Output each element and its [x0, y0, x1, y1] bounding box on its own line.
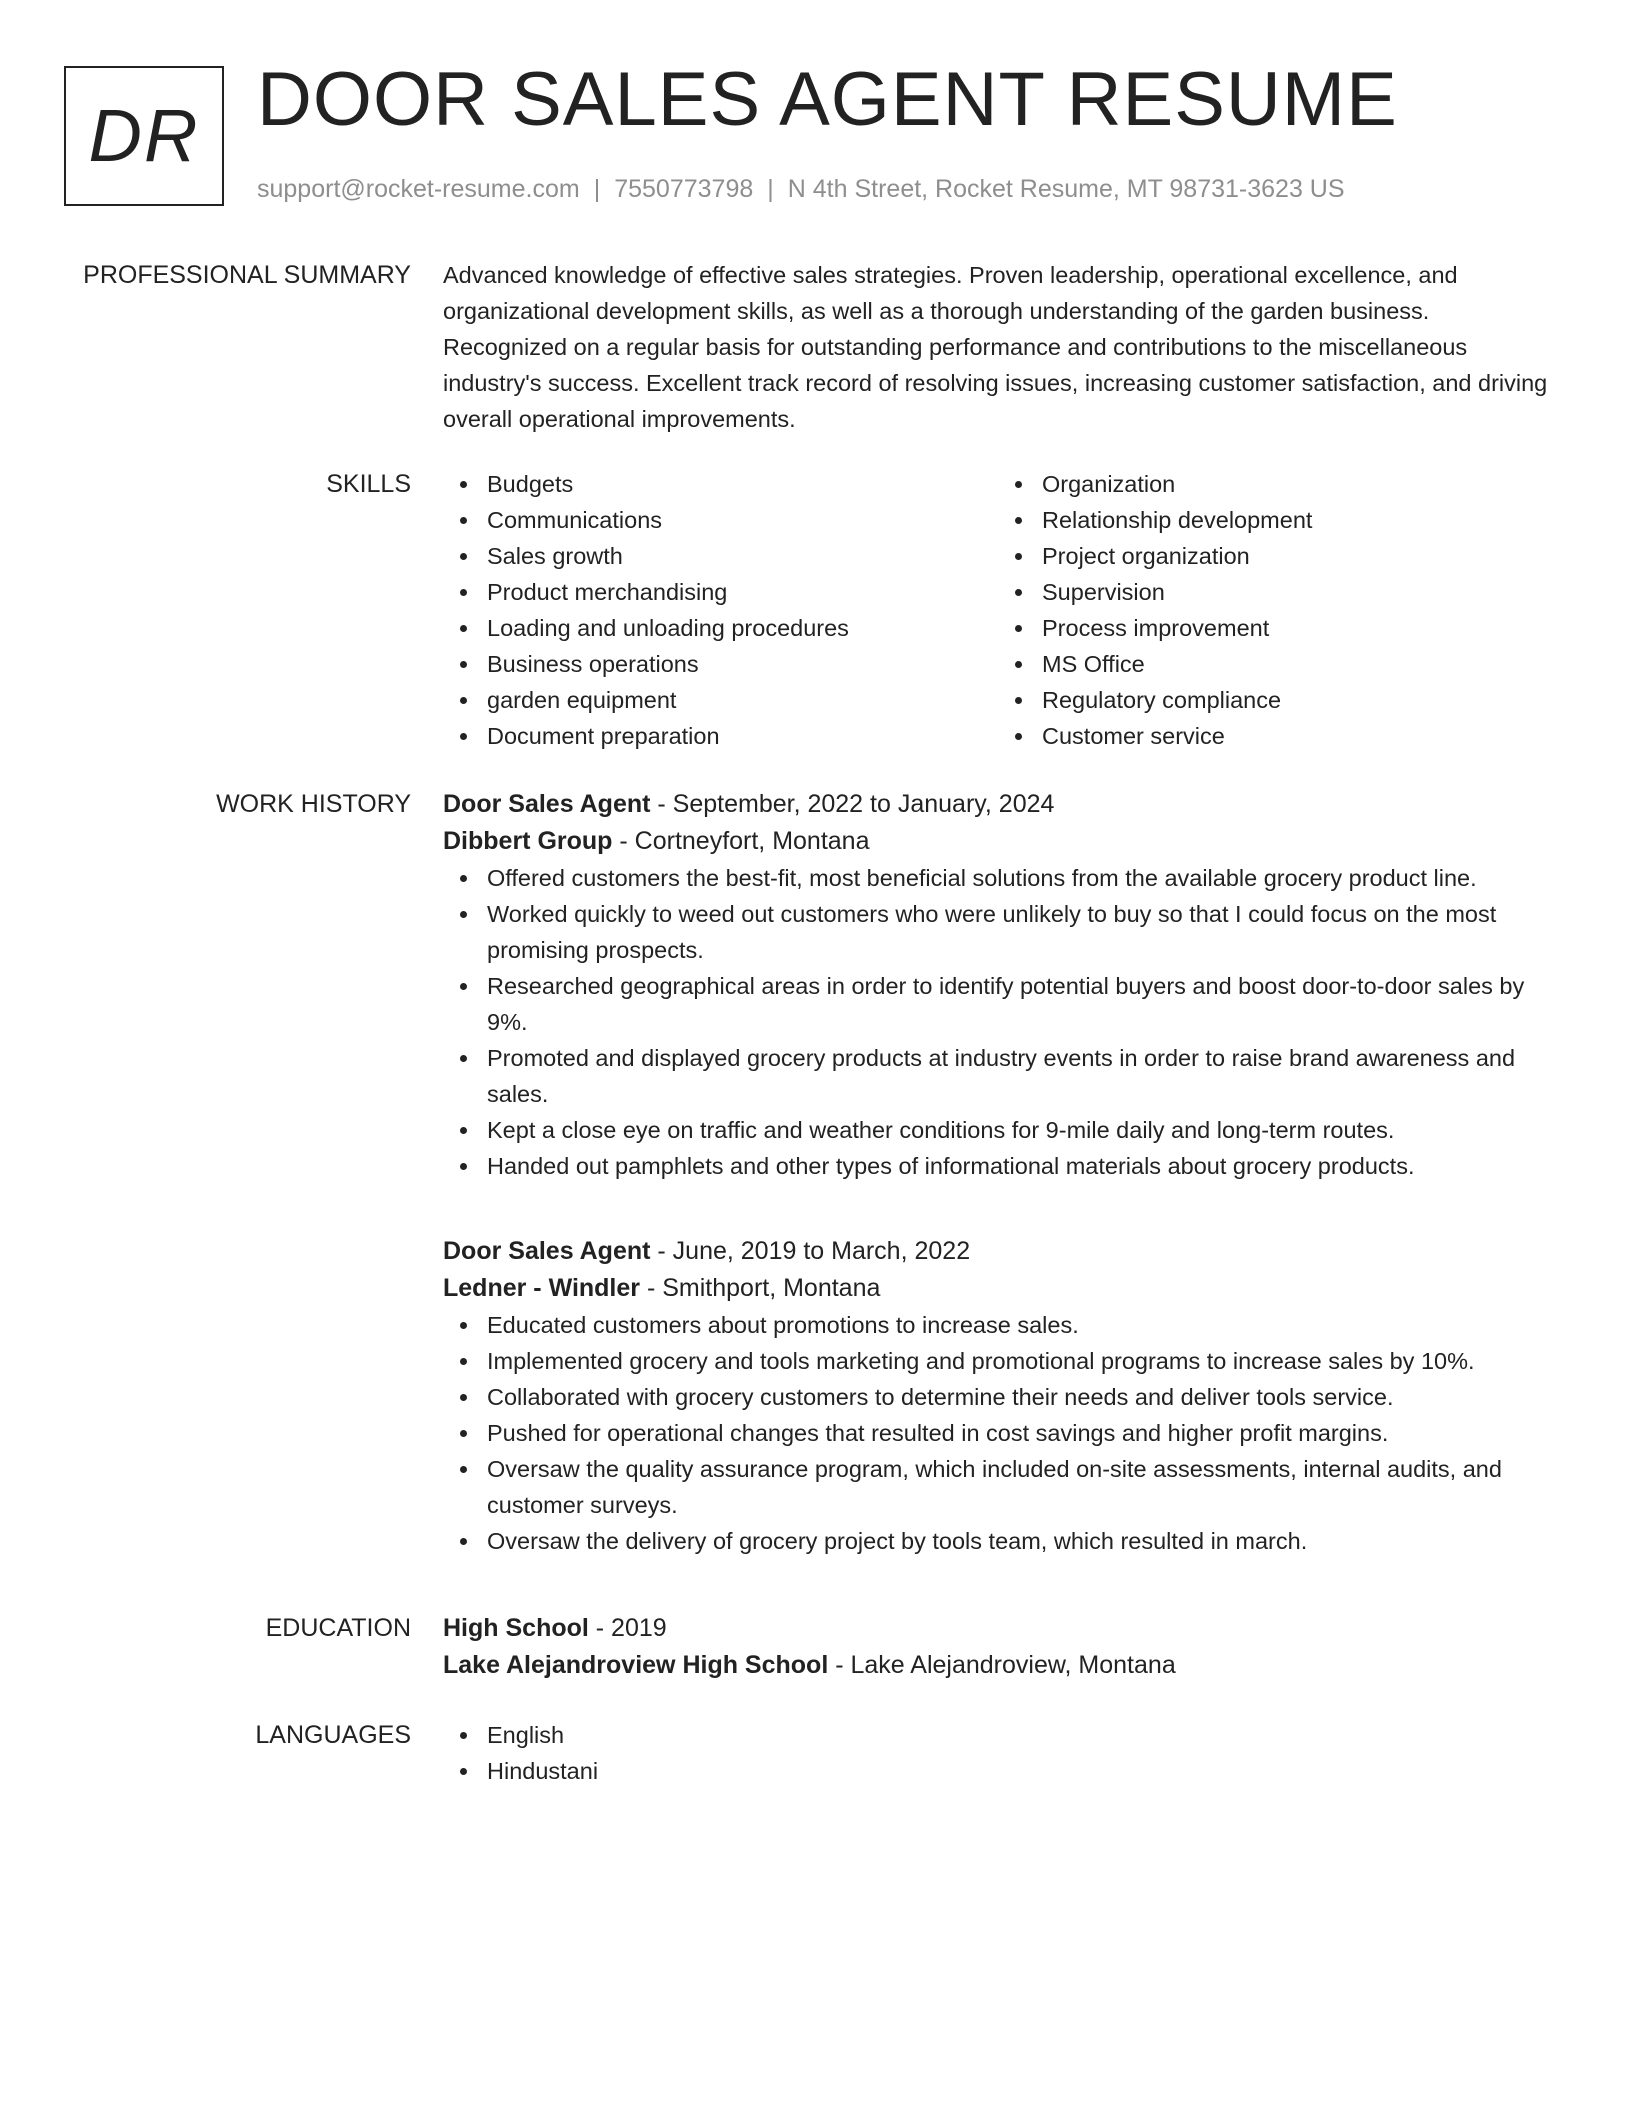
job-duty: Educated customers about promotions to increase sales.	[487, 1307, 1553, 1343]
skill-item: Regulatory compliance	[1042, 682, 1553, 718]
skill-item: MS Office	[1042, 646, 1553, 682]
job-duty: Pushed for operational changes that resulted in cost savings and higher profit margins.	[487, 1415, 1553, 1451]
job-title: Door Sales Agent	[443, 790, 651, 818]
job-company-line	[443, 823, 1553, 860]
skills-heading: SKILLS	[326, 470, 411, 498]
education-degree-line	[443, 1610, 1553, 1647]
job-company-line	[443, 1270, 1553, 1307]
education-entry	[443, 1610, 1553, 1684]
skill-item: Process improvement	[1042, 610, 1553, 646]
job-duty: Oversaw the delivery of grocery project by tools team, which resulted in march.	[487, 1523, 1553, 1559]
languages-body	[443, 1717, 1553, 1789]
languages-list	[443, 1717, 1553, 1789]
skill-item: Sales growth	[487, 538, 998, 574]
resume-title: DOOR SALES AGENT RESUME	[257, 57, 1398, 142]
education-school-line	[443, 1647, 1553, 1684]
job-duty: Promoted and displayed grocery products at industry events in order to raise brand awareness and sales.	[487, 1040, 1553, 1112]
contact-address: N 4th Street, Rocket Resume, MT 98731-3623 US	[787, 175, 1345, 203]
job-dates: - September, 2022 to January, 2024	[650, 790, 1055, 818]
job-duty: Offered customers the best-fit, most beneficial solutions from the available grocery product line.	[487, 860, 1553, 896]
skill-item: Business operations	[487, 646, 998, 682]
skill-item: garden equipment	[487, 682, 998, 718]
summary-text: Advanced knowledge of effective sales strategies. Proven leadership, operational excellence, and organizational development skills, as well as a thorough understanding of the garden business. Recognized on a regular basis for outstanding performance and contributions to the miscellaneous industry's success. Excellent track record of resolving issues, increasing customer satisfaction, and driving overall operational improvements.	[443, 262, 1548, 432]
education-degree: High School	[443, 1614, 589, 1642]
skill-item: Product merchandising	[487, 574, 998, 610]
contact-line	[257, 174, 1345, 204]
education-school: Lake Alejandroview High School	[443, 1651, 829, 1679]
monogram-box	[64, 66, 224, 206]
skill-item: Customer service	[1042, 718, 1553, 754]
job-duty: Collaborated with grocery customers to determine their needs and deliver tools service.	[487, 1379, 1553, 1415]
job-duty: Handed out pamphlets and other types of informational materials about grocery products.	[487, 1148, 1553, 1184]
contact-phone: 7550773798	[614, 175, 754, 203]
summary-heading: PROFESSIONAL SUMMARY	[83, 261, 411, 289]
skill-item: Budgets	[487, 466, 998, 502]
education-location: - Lake Alejandroview, Montana	[828, 1651, 1176, 1679]
job-title-line	[443, 786, 1553, 823]
summary-body	[443, 257, 1553, 437]
skill-item: Relationship development	[1042, 502, 1553, 538]
contact-separator: |	[767, 175, 774, 203]
skills-body	[443, 466, 1553, 754]
job-dates: - June, 2019 to March, 2022	[650, 1237, 971, 1265]
education-year: - 2019	[588, 1614, 667, 1642]
skill-item: Organization	[1042, 466, 1553, 502]
skill-item: Project organization	[1042, 538, 1553, 574]
contact-separator: |	[593, 175, 601, 203]
job-location: - Cortneyfort, Montana	[612, 827, 870, 855]
job-location: - Smithport, Montana	[640, 1274, 881, 1302]
job-company: Dibbert Group	[443, 827, 613, 855]
job-duty: Oversaw the quality assurance program, which included on-site assessments, internal audits, and customer surveys.	[487, 1451, 1553, 1523]
language-item: Hindustani	[487, 1753, 1553, 1789]
education-heading: EDUCATION	[265, 1614, 411, 1642]
monogram-initials: DR	[88, 94, 200, 177]
work-history-heading: WORK HISTORY	[216, 790, 411, 818]
job-duties-list	[443, 1307, 1553, 1559]
contact-email: support@rocket-resume.com	[257, 175, 580, 203]
skills-column-1	[443, 466, 998, 754]
skills-column-2	[998, 466, 1553, 754]
job-company: Ledner - Windler	[443, 1274, 641, 1302]
job-title-line	[443, 1233, 1553, 1270]
skill-item: Supervision	[1042, 574, 1553, 610]
job-entry	[443, 1233, 1553, 1559]
skill-item: Communications	[487, 502, 998, 538]
language-item: English	[487, 1717, 1553, 1753]
skill-item: Loading and unloading procedures	[487, 610, 998, 646]
job-duty: Kept a close eye on traffic and weather conditions for 9-mile daily and long-term routes.	[487, 1112, 1553, 1148]
skill-item: Document preparation	[487, 718, 998, 754]
job-duties-list	[443, 860, 1553, 1184]
job-duty: Implemented grocery and tools marketing and promotional programs to increase sales by 10%.	[487, 1343, 1553, 1379]
job-title: Door Sales Agent	[443, 1237, 651, 1265]
job-duty: Researched geographical areas in order to identify potential buyers and boost door-to-door sales by 9%.	[487, 968, 1553, 1040]
languages-heading: LANGUAGES	[255, 1721, 411, 1749]
job-entry	[443, 786, 1553, 1184]
job-duty: Worked quickly to weed out customers who were unlikely to buy so that I could focus on the most promising prospects.	[487, 896, 1553, 968]
